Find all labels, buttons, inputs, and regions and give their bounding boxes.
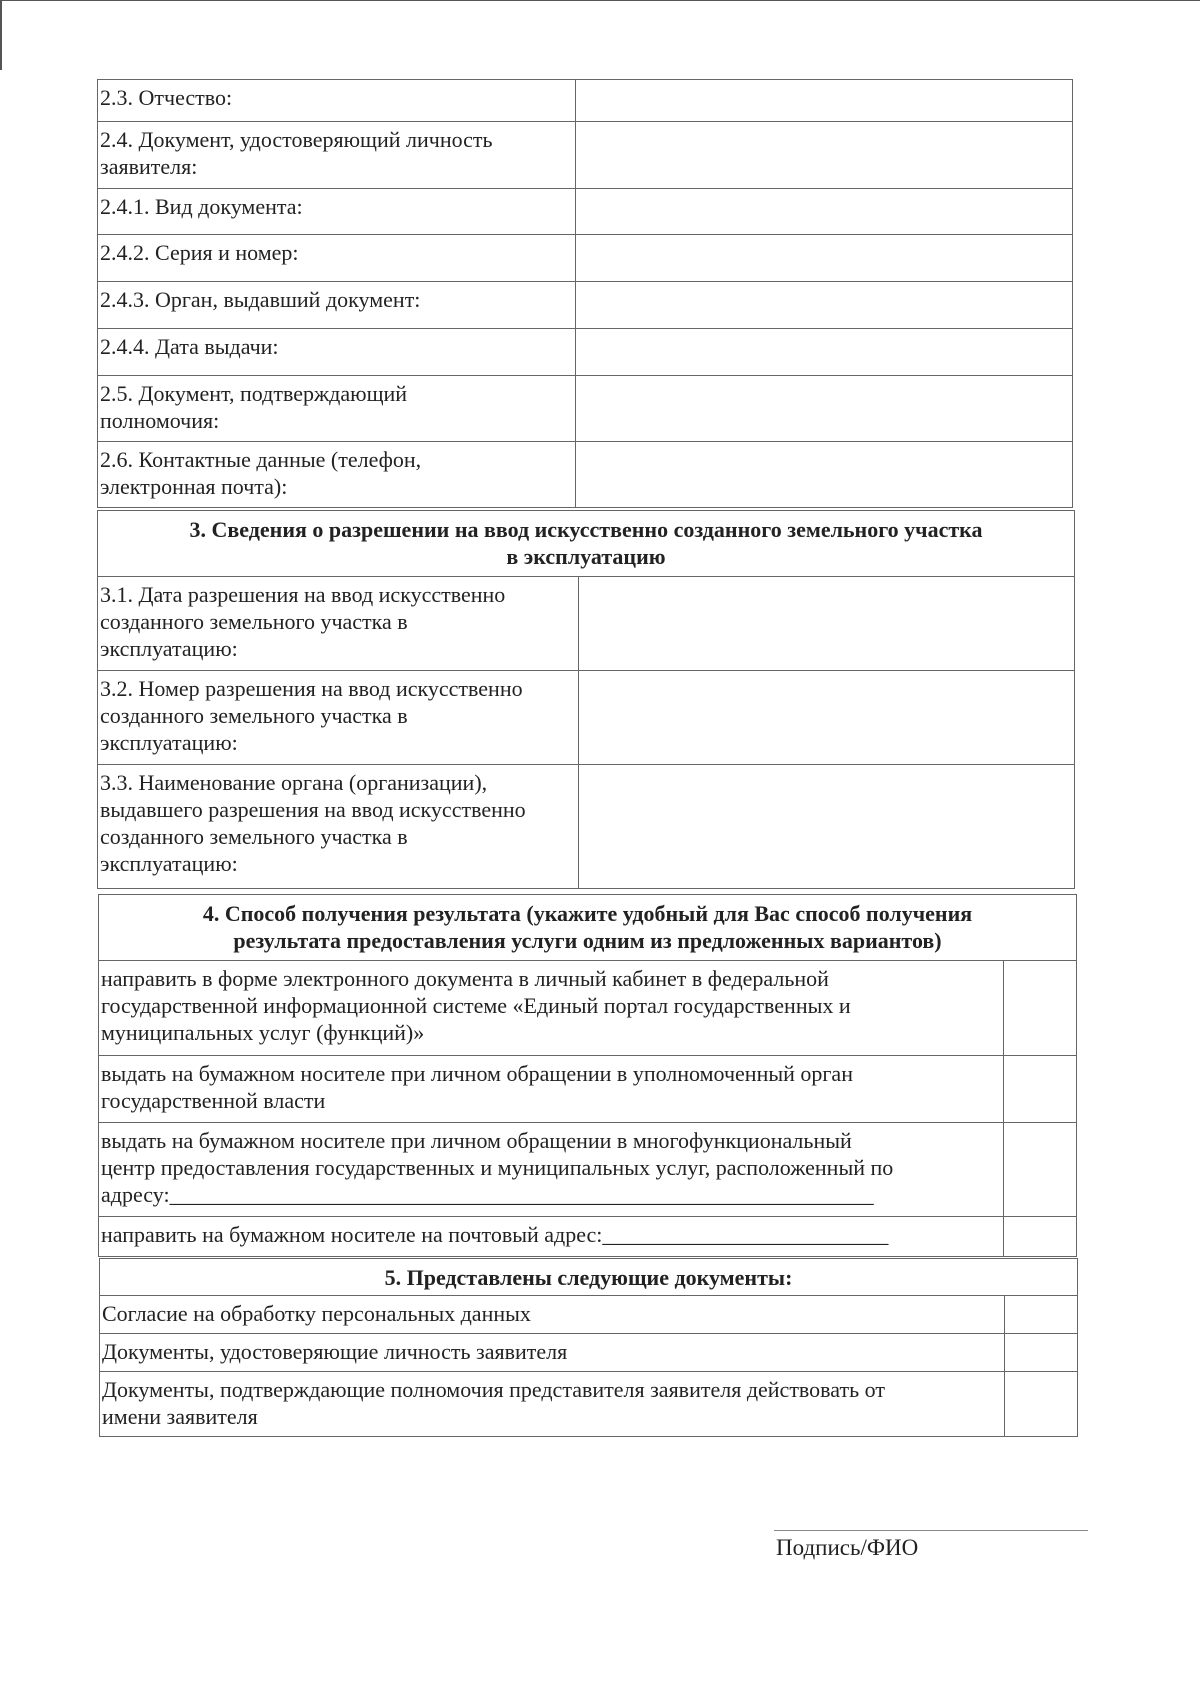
table-row bbox=[99, 1217, 1077, 1257]
table-row bbox=[98, 577, 1075, 671]
scan-mark-left bbox=[0, 0, 2, 70]
field-label: 2.4.3. Орган, выдавший документ: bbox=[98, 282, 576, 329]
document-item: Документы, подтверждающие полномочия представителя заявителя действовать от имени заявителя bbox=[100, 1372, 1005, 1437]
result-option-portal-checkbox[interactable] bbox=[1004, 961, 1077, 1056]
document-item-checkbox[interactable] bbox=[1005, 1372, 1078, 1437]
document-type-field[interactable] bbox=[576, 189, 1073, 235]
section-heading-row bbox=[100, 1259, 1078, 1296]
section-5-title: 5. Представлены следующие документы: bbox=[100, 1259, 1078, 1296]
issue-date-field[interactable] bbox=[576, 329, 1073, 376]
patronymic-field[interactable] bbox=[576, 80, 1073, 122]
table-row bbox=[98, 765, 1075, 889]
field-label: 2.5. Документ, подтверждающий полномочия: bbox=[98, 376, 576, 442]
contact-data-field[interactable] bbox=[576, 442, 1073, 508]
table-row bbox=[98, 442, 1073, 508]
permit-number-field[interactable] bbox=[579, 671, 1075, 765]
issuing-organization-field[interactable] bbox=[579, 765, 1075, 889]
field-label: 2.4.2. Серия и номер: bbox=[98, 235, 576, 282]
section-3-title: 3. Сведения о разрешении на ввод искусственно созданного земельного участка в эксплуатацию bbox=[98, 511, 1075, 577]
field-label: 2.6. Контактные данные (телефон, электронная почта): bbox=[98, 442, 576, 508]
field-label: 2.4.4. Дата выдачи: bbox=[98, 329, 576, 376]
table-row bbox=[98, 282, 1073, 329]
table-row bbox=[98, 671, 1075, 765]
table-row bbox=[100, 1296, 1078, 1334]
identity-document-field[interactable] bbox=[576, 122, 1073, 189]
table-row bbox=[99, 1123, 1077, 1217]
document-item: Документы, удостоверяющие личность заявителя bbox=[100, 1334, 1005, 1372]
result-option-portal: направить в форме электронного документа в личный кабинет в федеральной государственной информационной системе «Единый портал государственных и муниципальных услуг (функций)» bbox=[99, 961, 1004, 1056]
section-heading-row bbox=[99, 895, 1077, 961]
table-row bbox=[98, 189, 1073, 235]
authority-document-field[interactable] bbox=[576, 376, 1073, 442]
table-row bbox=[98, 376, 1073, 442]
table-row bbox=[100, 1334, 1078, 1372]
scan-mark-top bbox=[0, 0, 1200, 1]
table-row bbox=[98, 80, 1073, 122]
section-4-title: 4. Способ получения результата (укажите удобный для Вас способ получения результата предоставления услуги одним из предложенных вариантов) bbox=[99, 895, 1077, 961]
document-item-checkbox[interactable] bbox=[1005, 1296, 1078, 1334]
table-row bbox=[98, 122, 1073, 189]
field-label: 3.3. Наименование органа (организации), выдавшего разрешения на ввод искусственно созданного земельного участка в эксплуатацию: bbox=[98, 765, 579, 889]
issuing-authority-field[interactable] bbox=[576, 282, 1073, 329]
field-label: 2.3. Отчество: bbox=[98, 80, 576, 122]
result-option-post: направить на бумажном носителе на почтовый адрес:__________________________ bbox=[99, 1217, 1004, 1257]
signature-label: Подпись/ФИО bbox=[776, 1535, 919, 1560]
field-label: 3.1. Дата разрешения на ввод искусственно созданного земельного участка в эксплуатацию: bbox=[98, 577, 579, 671]
series-number-field[interactable] bbox=[576, 235, 1073, 282]
field-label: 2.4.1. Вид документа: bbox=[98, 189, 576, 235]
table-row bbox=[98, 329, 1073, 376]
result-option-mfc: выдать на бумажном носителе при личном обращении в многофункциональный центр предоставления государственных и муниципальных услуг, расположенный по адресу:________________________________________________________________ bbox=[99, 1123, 1004, 1217]
field-label: 3.2. Номер разрешения на ввод искусственно созданного земельного участка в эксплуатацию: bbox=[98, 671, 579, 765]
table-row bbox=[100, 1372, 1078, 1437]
permit-section-table bbox=[97, 510, 1075, 889]
document-item-checkbox[interactable] bbox=[1005, 1334, 1078, 1372]
result-method-table bbox=[98, 894, 1077, 1257]
table-row bbox=[99, 1056, 1077, 1123]
signature-line[interactable] bbox=[774, 1530, 1088, 1531]
permit-date-field[interactable] bbox=[579, 577, 1075, 671]
result-option-post-checkbox[interactable] bbox=[1004, 1217, 1077, 1257]
applicant-section-table bbox=[97, 79, 1073, 508]
document-item: Согласие на обработку персональных данных bbox=[100, 1296, 1005, 1334]
documents-table bbox=[99, 1258, 1078, 1437]
section-heading-row bbox=[98, 511, 1075, 577]
result-option-authority: выдать на бумажном носителе при личном обращении в уполномоченный орган государственной власти bbox=[99, 1056, 1004, 1123]
table-row bbox=[99, 961, 1077, 1056]
field-label: 2.4. Документ, удостоверяющий личность заявителя: bbox=[98, 122, 576, 189]
result-option-mfc-checkbox[interactable] bbox=[1004, 1123, 1077, 1217]
result-option-authority-checkbox[interactable] bbox=[1004, 1056, 1077, 1123]
table-row bbox=[98, 235, 1073, 282]
